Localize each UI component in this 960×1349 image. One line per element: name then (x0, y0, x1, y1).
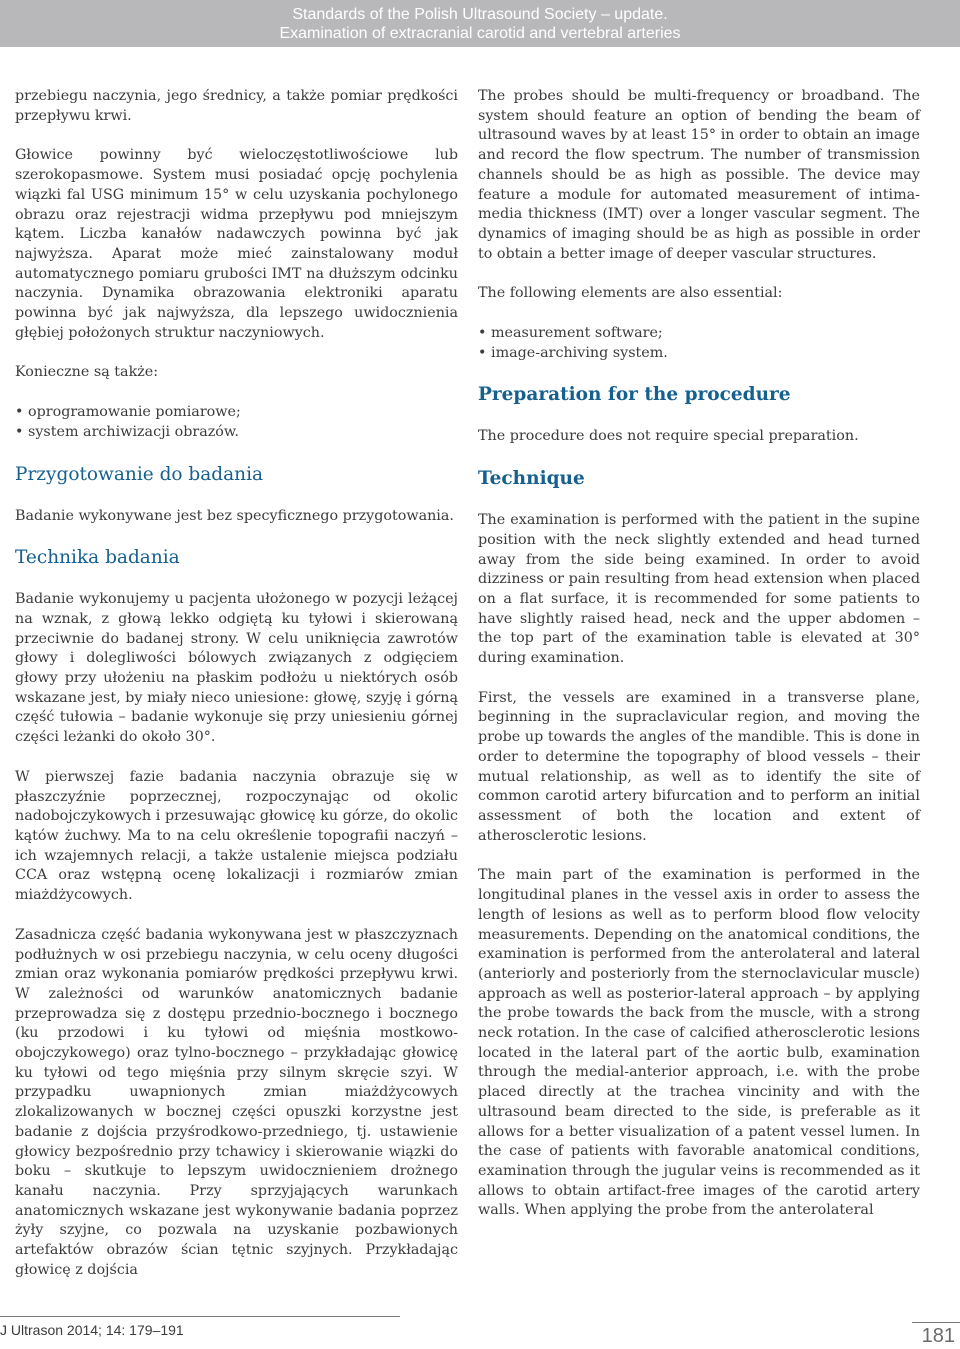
paragraph: Zasadnicza część badania wykonywana jest w płaszczyznach podłużnych w osi przebiegu naczynia, w celu oceny długości zmian oraz wykonania pomiarów prędkości przepływu krwi. W zależności od warunków anatomicznych badanie przeprowadza się z dostępu przednio-bocznego i bocznego (ku przodowi i ku tyłowi od mięśnia mostkowo-obojczykowego) oraz tylno-bocznego – przykładając głowicę ku tyłowi od tego mięśnia przy silnym skręcie szyi. W przypadku uwapnionych zmian miażdżycowych zlokalizowanych w bocznej części opuszki korzystne jest badanie z dojścia przyśrodkowo-przedniego, tj. ustawienie głowicy bezpośrednio przy tchawicy i skierowanie wiązki do boku – skutkuje to lepszym uwidocznieniem drożnego kanału naczynia. Przy sprzyjających warunkach anatomicznych wskazane jest wykonywanie badania poprzez żyły szyjne, co pozwala na uzyskanie pozbawionych artefaktów obrazów ścian tętnic szyjnych. Przykładając głowicę z dojścia (15, 926, 458, 1278)
english-column (478, 87, 920, 1241)
paragraph: The procedure does not require special preparation. (478, 428, 859, 445)
page-number-rule (912, 1322, 960, 1323)
polish-column (15, 87, 458, 1300)
paragraph: Badanie wykonujemy u pacjenta ułożonego w pozycji leżącej na wznak, z głową lekko odgiętą ku tyłowi i skierowaną przeciwnie do badanej strony. W celu uniknięcia zawrotów głowy i dolegliwości bólowych związanych z odgięciem głowy przy ułożeniu na płaskim podłożu u niektórych osób wskazane jest, by miały nieco uniesione: głowę, szyję i górną część tułowia – badanie wykonuje się przy uniesieniu górnej części leżanki do około 30°. (15, 591, 458, 746)
paragraph: przebiegu naczynia, jego średnicy, a także pomiar prędkości przepływu krwi. (15, 88, 458, 124)
page-number: 181 (921, 1325, 955, 1347)
paragraph: Konieczne są także: (15, 364, 159, 381)
paragraph: First, the vessels are examined in a transverse plane, beginning in the supraclavicular region, and moving the probe up towards the angles of the mandible. This is done in order to determine the topography of blood vessels – their mutual relationship, as well as to identify the site of common carotid artery bifurcation and to perform an initial assessment of both the location and extent of atherosclerotic lesions. (478, 689, 920, 844)
section-heading-preparation: Przygotowanie do badania (15, 463, 264, 485)
paragraph: Badanie wykonywane jest bez specyficznego przygotowania. (15, 507, 454, 524)
list-item: • oprogramowanie pomiarowe; (15, 403, 458, 423)
header-title: Standards of the Polish Ultrasound Society – update. (292, 6, 668, 23)
journal-citation: J Ultrason 2014; 14: 179–191 (0, 1322, 184, 1338)
paragraph: The following elements are also essential: (478, 285, 783, 302)
paragraph: Głowice powinny być wieloczęstotliwościowe lub szerokopasmowe. System musi posiadać opcję pochylenia wiązki fal USG minimum 15° w celu uzyskania pochylonego obrazu oraz rejestracji widma przepływu pod mniejszym kątem. Liczba kanałów nadawczych powinna być jak najwyższa. Aparat może mieć zainstalowany moduł automatycznego pomiaru grubości IMT na dłuższym odcinku naczynia. Dynamika obrazowania elektroniki aparatu powinna być jak najwyższa, dla lepszego uwidocznienia głębiej położonych struktur naczyniowych. (15, 147, 458, 341)
requirements-list (15, 403, 458, 442)
list-item: • measurement software; (478, 324, 920, 344)
section-heading-technique: Technique (478, 468, 585, 490)
list-item: • system archiwizacji obrazów. (15, 423, 458, 443)
section-heading-preparation: Preparation for the procedure (478, 384, 791, 406)
paragraph: The main part of the examination is performed in the longitudinal planes in the vessel axis in order to assess the length of lesions as well as to perform blood flow velocity measurements. Depending on the anatomical conditions, the examination is performed from the anterolateral and lateral (anteriorly and posteriorly from the sternoclavicular muscle) approach as well as posterior-lateral approach – by applying the probe towards the back from the muscle, with a strong neck rotation. In the case of calcified atherosclerotic lesions located in the lateral part of the aortic bulb, examination through the medial-anterior approach, i.e. with the probe placed directly at the trachea vincinity and with the ultrasound beam directed to the side, is preferable as it allows for a better visualization of a patent vessel lumen. In the case of patients with favorable anatomical conditions, examination through the jugular veins is recommended as it allows to obtain artifact-free images of the carotid artery walls. When applying the probe from the anterolateral (478, 867, 920, 1219)
footer-rule (0, 1316, 400, 1317)
header-subtitle: Examination of extracranial carotid and vertebral arteries (279, 25, 681, 42)
list-item: • image-archiving system. (478, 344, 920, 364)
paragraph: The examination is performed with the patient in the supine position with the neck slightly extended and head turned away from the side being examined. In order to avoid dizziness or pain resulting from head extension when placed on a flat surface, it is recommended for some patients to have slightly raised head, neck and the upper abdomen – the top part of the examination table is elevated at 30° during examination. (478, 512, 920, 667)
paragraph: W pierwszej fazie badania naczynia obrazuje się w płaszczyźnie poprzecznej, rozpoczynając od okolic nadobojczykowych i przesuwając głowicę ku górze, do okolic kątów żuchwy. Ma to na celu określenie topografii naczyń – ich wzajemnych relacji, a także ustalenie miejsca podziału CCA oraz wstępną ocenę lokalizacji i rozmiarów zmian miażdżycowych. (15, 768, 458, 904)
paragraph: The probes should be multi-frequency or broadband. The system should feature an option of bending the beam of ultrasound waves by at least 15° in order to obtain an image and record the flow spectrum. The number of transmission channels should be as high as possible. The device may feature a module for automated measurement of intima-media thickness (IMT) over a longer vascular segment. The dynamics of imaging should be as high as possible in order to obtain a better image of deeper vascular structures. (478, 88, 920, 262)
running-header (0, 0, 960, 47)
requirements-list (478, 324, 920, 363)
section-heading-technique: Technika badania (15, 547, 180, 569)
